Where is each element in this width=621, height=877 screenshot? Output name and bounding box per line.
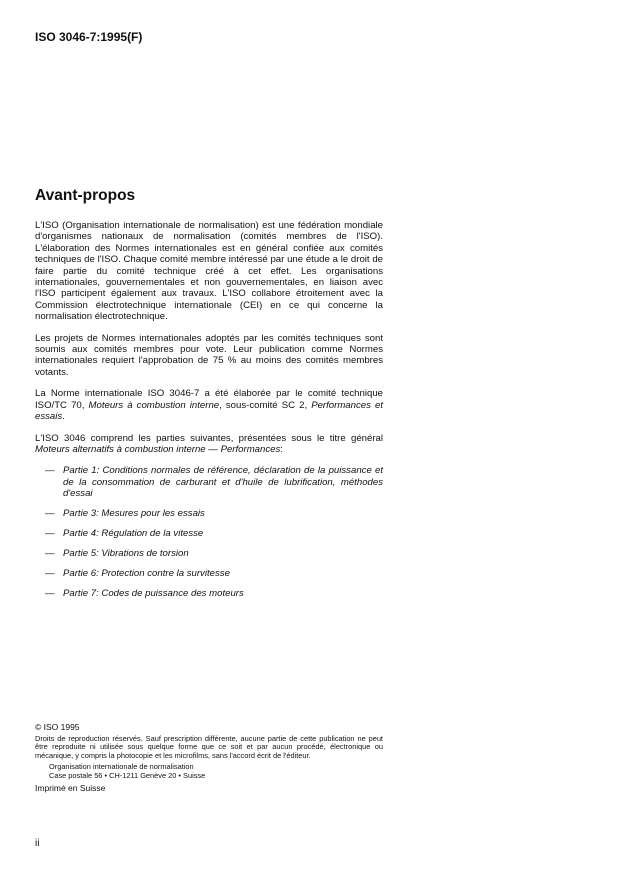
foreword-body <box>35 220 383 608</box>
part-title: Partie 6: Protection contre la survitesse <box>63 567 230 579</box>
printed-in: Imprimé en Suisse <box>35 782 106 793</box>
dash-bullet: — <box>45 527 55 539</box>
part-title: Partie 1: Conditions normales de référence, déclaration de la puissance et de la consommation de carburant et d'huile de lubrification, méthodes d'essai <box>63 465 383 500</box>
general-title: Moteurs alternatifs à combustion interne — Performances <box>35 443 281 455</box>
dash-bullet: — <box>45 508 55 520</box>
paragraph-committee: La Norme internationale ISO 3046-7 a été élaborée par le comité technique ISO/TC 70, Moteurs à combustion interne, sous-comité SC 2, Performances et essais. <box>35 388 383 423</box>
list-item <box>35 528 383 539</box>
rights-statement: Droits de reproduction réservés. Sauf prescription différente, aucune partie de cette publication ne peut être reproduite ni utilisée sous quelque forme que ce soit et par aucun procédé, électronique ou mécanique, y compris la photocopie et les microfilms, sans l'accord écrit de l'éditeur. <box>35 733 383 760</box>
part-title: Partie 7: Codes de puissance des moteurs <box>63 587 244 599</box>
postal-address: Case postale 56 • CH-1211 Genève 20 • Suisse <box>49 770 206 780</box>
document-id-header: ISO 3046-7:1995(F) <box>35 30 143 44</box>
list-item <box>35 465 383 499</box>
page-number: ii <box>35 838 40 849</box>
part-title: Partie 5: Vibrations de torsion <box>63 547 189 559</box>
list-item <box>35 548 383 559</box>
copyright-notice: © ISO 1995 <box>35 722 80 732</box>
paragraph-parts-intro: L'ISO 3046 comprend les parties suivantes, présentées sous le titre général Moteurs alternatifs à combustion interne — Performances: <box>35 432 383 455</box>
organization-name: Organisation internationale de normalisation <box>49 762 194 772</box>
list-item <box>35 588 383 599</box>
part-title: Partie 3: Mesures pour les essais <box>63 508 205 520</box>
committee-name: Moteurs à combustion interne <box>88 399 220 411</box>
parts-list <box>35 465 383 599</box>
subcommittee-name: Performances et essais <box>35 399 383 423</box>
list-item <box>35 508 383 519</box>
dash-bullet: — <box>45 567 55 579</box>
dash-bullet: — <box>45 587 55 599</box>
dash-bullet: — <box>45 465 55 477</box>
list-item <box>35 568 383 579</box>
copyright-footer <box>35 723 383 792</box>
paragraph-intro: L'ISO (Organisation internationale de normalisation) est une fédération mondiale d'organismes nationaux de normalisation (comités membres de l'ISO). L'élaboration des Normes internationales est en général confiée aux comités techniques de l'ISO. Chaque comité membre intéressé par une étude a le droit de faire partie du comité technique créé à cet effet. Les organisations internationales, gouvernementales et non gouvernementales, en liaison avec l'ISO participent également aux travaux. L'ISO collabore étroitement avec la Commission électrotechnique internationale (CEI) en ce qui concerne la normalisation électrotechnique. <box>35 220 383 323</box>
section-title: Avant-propos <box>35 187 136 204</box>
paragraph-voting: Les projets de Normes internationales adoptés par les comités techniques sont soumis aux comités membres pour vote. Leur publication comme Normes internationales requiert l'approbation de 75 % au moins des comités membres votants. <box>35 332 383 378</box>
part-title: Partie 4: Régulation de la vitesse <box>63 527 204 539</box>
dash-bullet: — <box>45 547 55 559</box>
